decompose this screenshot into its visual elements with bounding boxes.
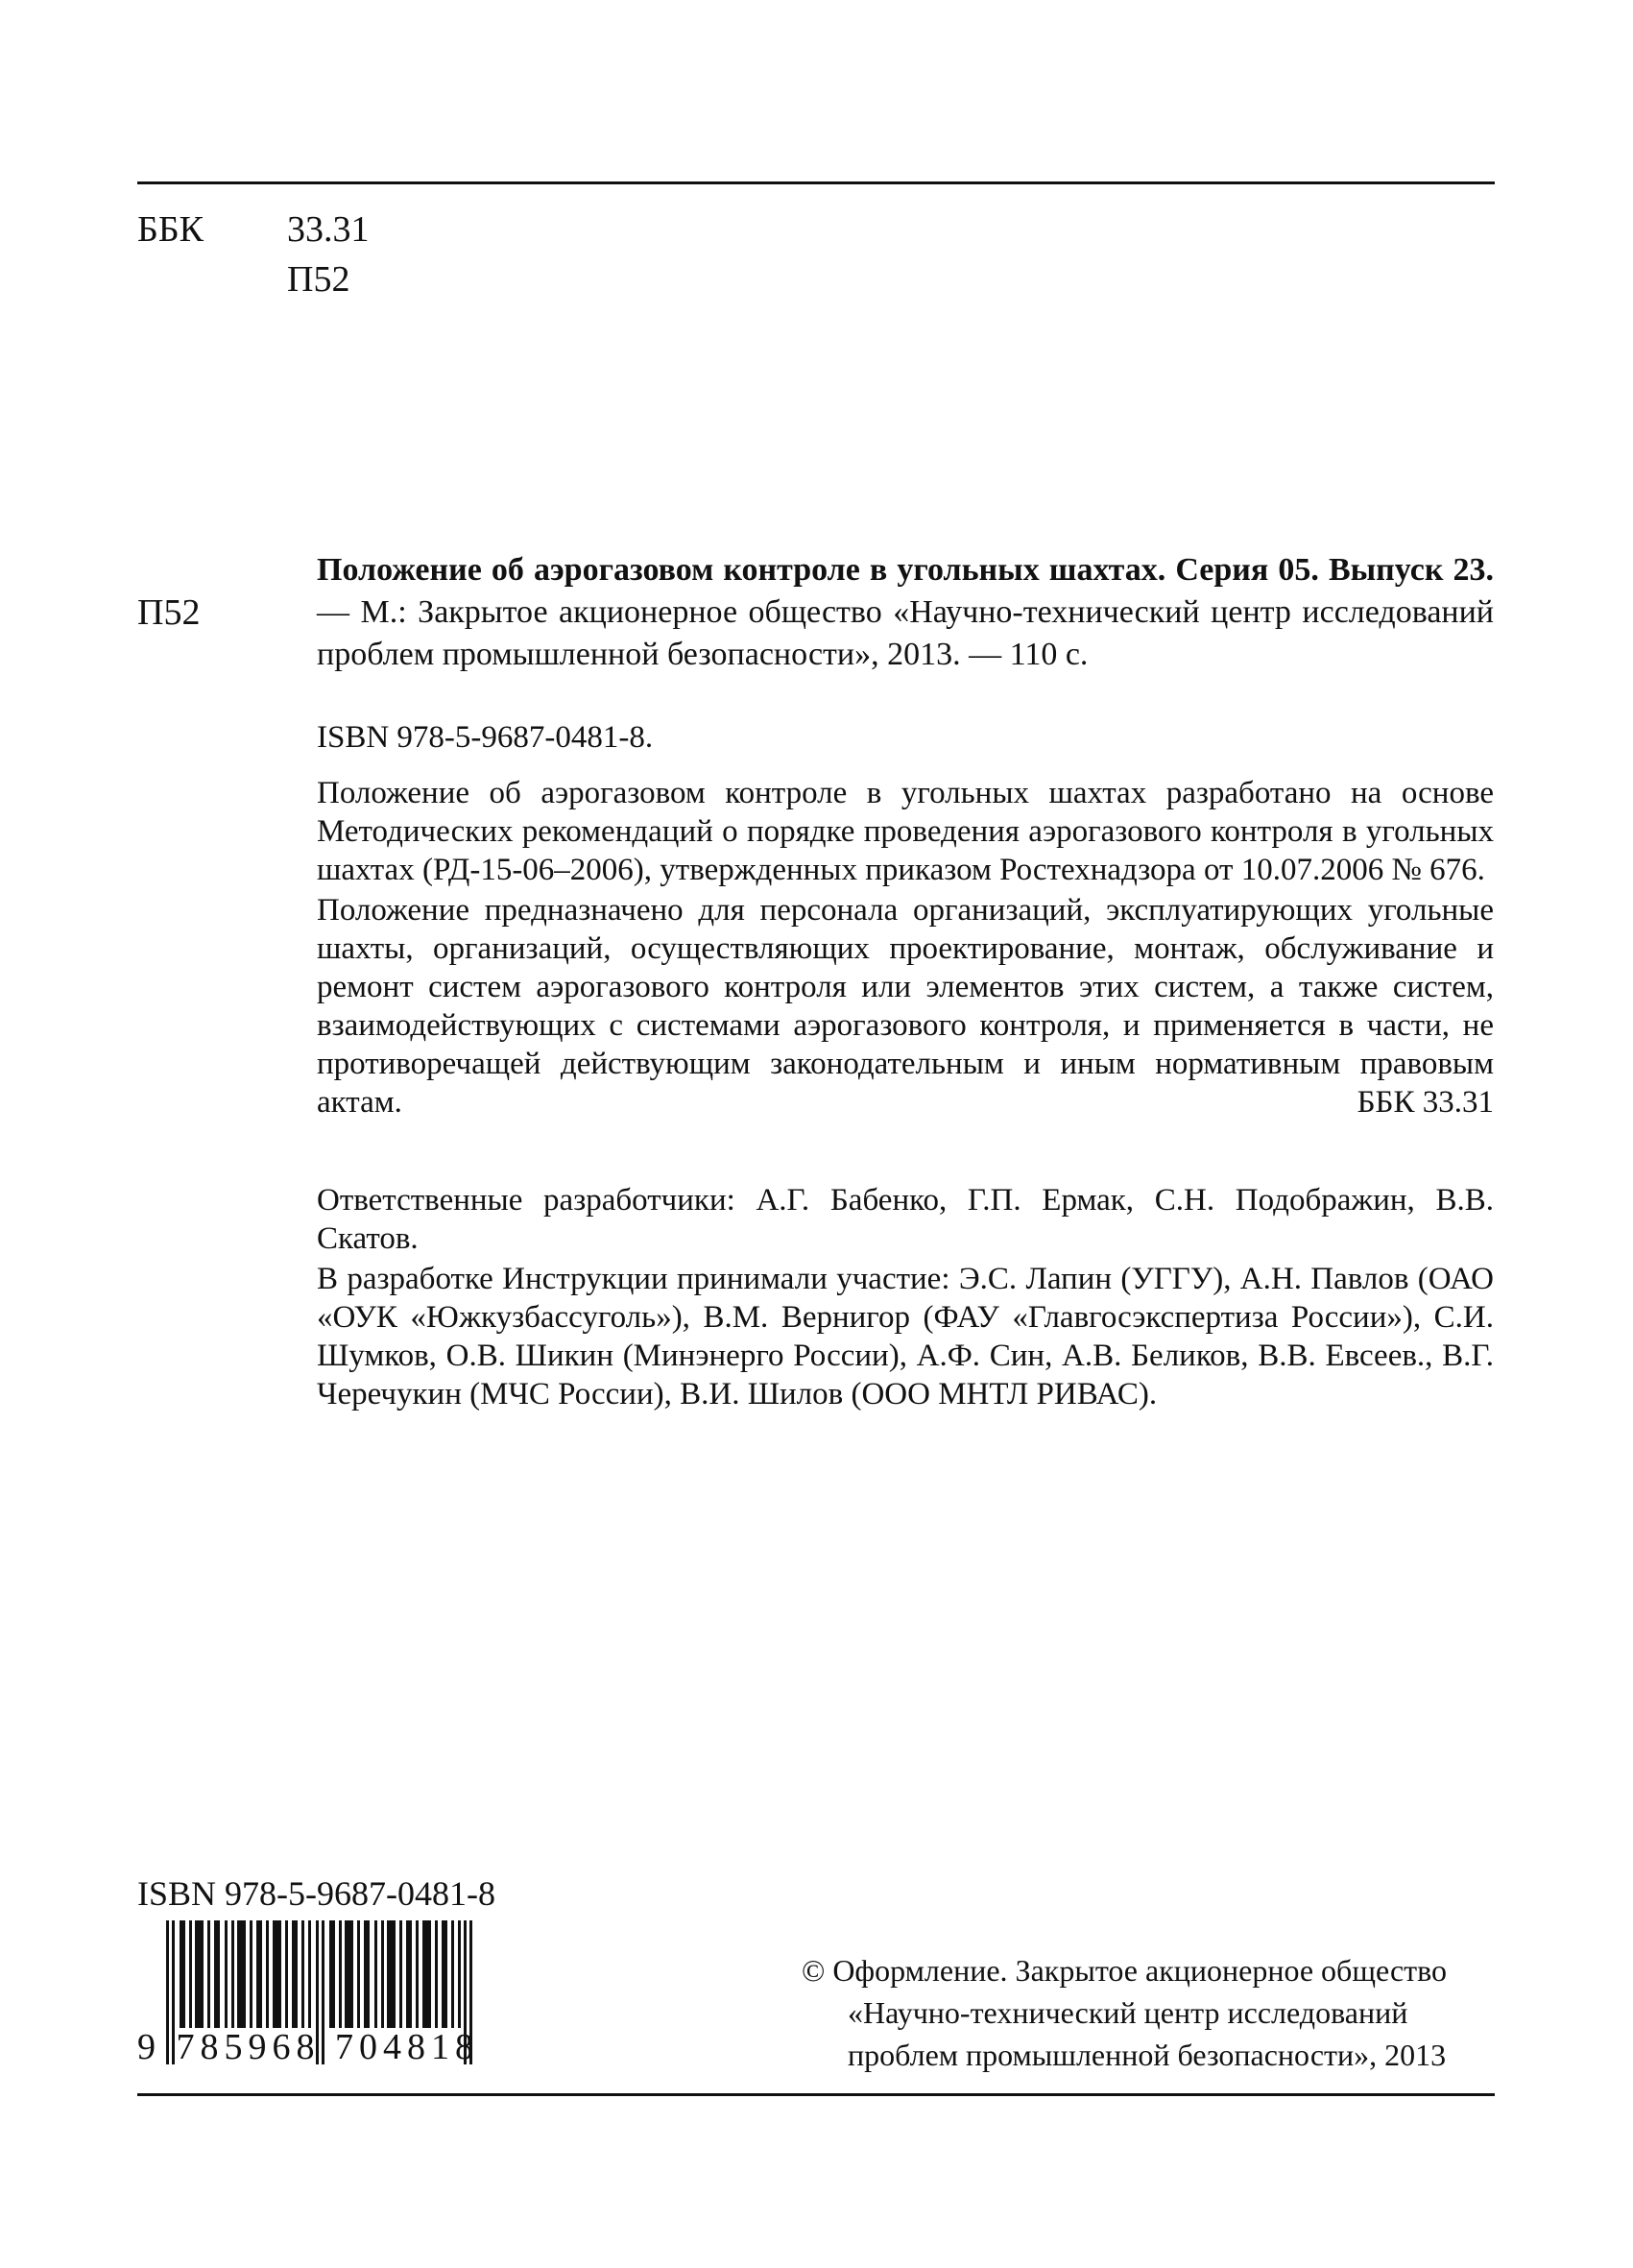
barcode-isbn-text: ISBN 978-5-9687-0481-8	[137, 1874, 495, 1913]
title-bold: Положение об аэрогазовом контроле в угольных шахтах. Серия 05. Выпуск 23.	[317, 552, 1494, 588]
annotation	[317, 774, 1494, 1122]
developers-paragraph: В разработке Инструкции принимали участие: Э.С. Лапин (УГГУ), А.Н. Павлов (ОАО «ОУК «Южкузбассуголь»), В.М. Вернигор (ФАУ «Главгосэкспертиза России»), С.И. Шумков, О.В. Шикин (Минэнерго России), А.Ф. Син, А.В. Беликов, В.В. Евсеев., В.Г. Черечукин (МЧС России), В.И. Шилов (ООО МНТЛ РИВАС).	[317, 1262, 1494, 1411]
copyright-line: проблем промышленной безопасности», 2013	[848, 2038, 1447, 2072]
isbn-barcode-block	[137, 1872, 550, 2067]
annotation-paragraph: Положение предназначено для персонала организаций, эксплуатирующих угольные шахты, организаций, осуществляющих проектирование, монтаж, обслуживание и ремонт систем аэрогазового контроля или элементов этих систем, а также систем, взаимодействующих с системами аэрогазового контроля, и применяется в части, не противоречащей действующим законодательным и иным нормативным правовым актам.	[317, 893, 1494, 1120]
developers-paragraph: Ответственные разработчики: А.Г. Бабенко, Г.П. Ермак, С.Н. Подображин, В.В. Скатов.	[317, 1183, 1494, 1256]
copyright-line: © Оформление. Закрытое акционерное общество	[802, 1953, 1448, 1988]
copyright-notice	[802, 1949, 1498, 2076]
catalog-title	[317, 549, 1494, 676]
annotation-paragraph: Положение об аэрогазовом контроле в угольных шахтах разработано на основе Методических рекомендаций о порядке проведения аэрогазового контроля в угольных шахтах (РД-15-06–2006), утвержденных приказом Ростехнадзора от 10.07.2006 № 676.	[317, 776, 1494, 887]
copyright-line: «Научно-технический центр исследований	[848, 1995, 1408, 2030]
developers	[317, 1181, 1494, 1413]
title-publication-info: — М.: Закрытое акционерное общество «Научно-технический центр исследований проблем промышленной безопасности», 2013. — 110 с.	[317, 594, 1494, 672]
author-code: П52	[287, 259, 350, 300]
bbk-code: 33.31	[287, 209, 370, 250]
bbk-label: ББК	[137, 209, 204, 250]
barcode-digits: 9 785968 704818	[137, 2027, 479, 2067]
top-rule	[137, 181, 1495, 184]
bottom-rule	[137, 2093, 1495, 2096]
bbk-footer: ББК 33.31	[1357, 1085, 1494, 1120]
author-mark: П52	[137, 592, 201, 633]
isbn-line: ISBN 978-5-9687-0481-8.	[317, 720, 654, 755]
barcode	[137, 1920, 540, 2067]
